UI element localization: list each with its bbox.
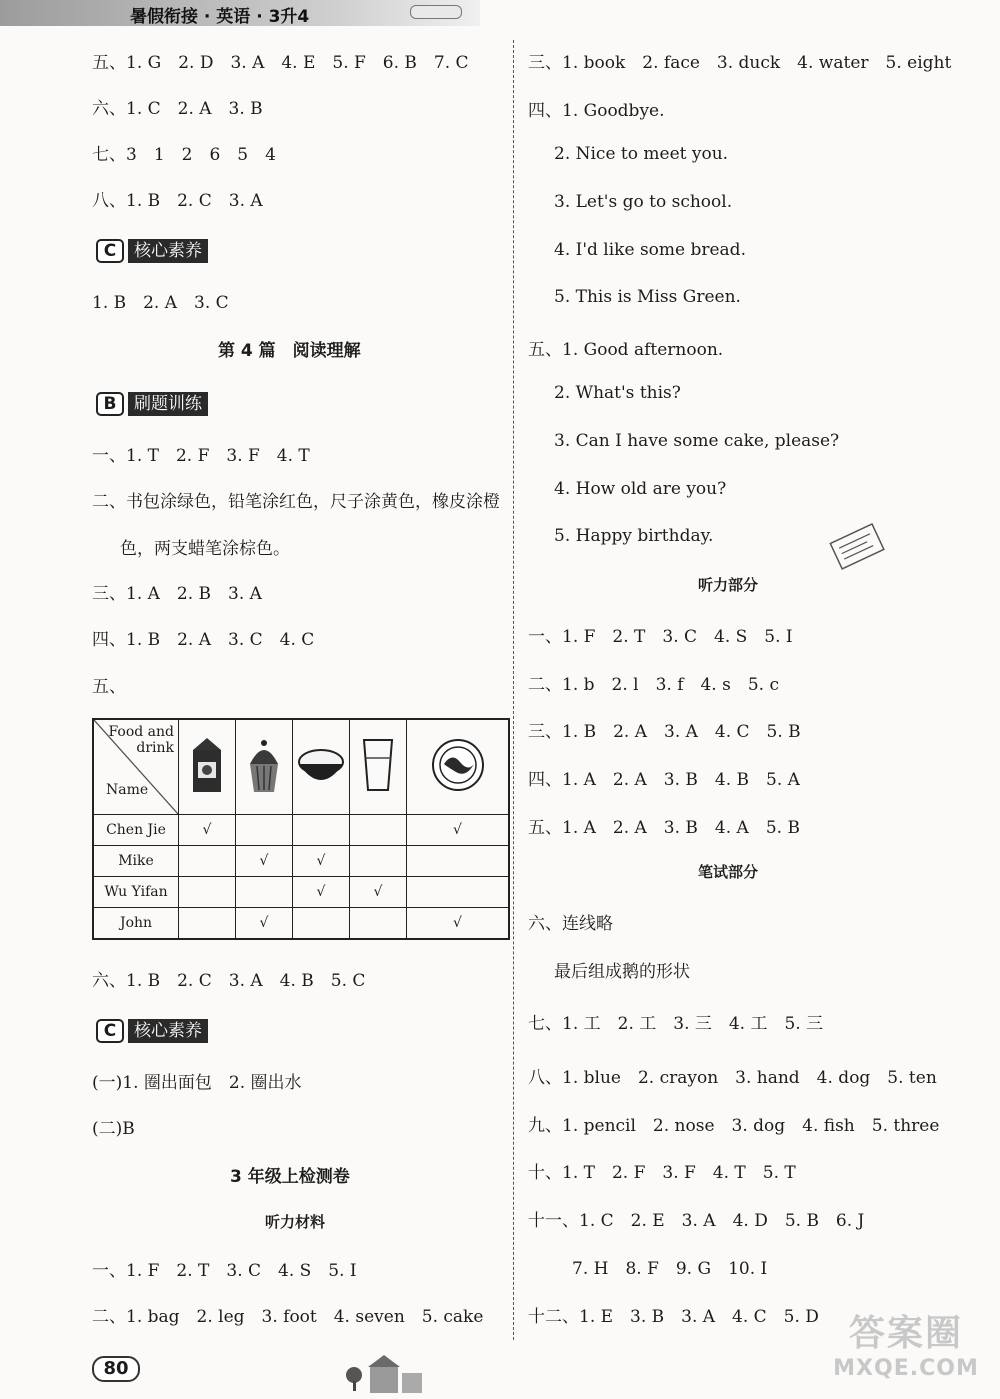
answer-line: 4. I'd like some bread. xyxy=(554,240,746,260)
answer-line: 五、1. A 2. A 3. B 4. A 5. B xyxy=(528,818,800,838)
answer-line: 四、1. B 2. A 3. C 4. C xyxy=(92,630,315,650)
badge-letter: C xyxy=(96,239,124,263)
corner-name-label: Name xyxy=(106,782,149,798)
section-heading: 第 4 篇 阅读理解 xyxy=(218,341,361,361)
check-cell xyxy=(179,908,236,940)
student-name: Chen Jie xyxy=(93,815,179,846)
check-cell: √ xyxy=(350,877,407,908)
answer-line: 三、1. B 2. A 3. A 4. C 5. B xyxy=(528,722,801,742)
noodles-plate-icon xyxy=(428,734,488,796)
check-cell xyxy=(293,908,350,940)
answer-line: 3. Can I have some cake, please? xyxy=(554,431,840,451)
check-cell xyxy=(179,846,236,877)
answer-line: 十二、1. E 3. B 3. A 4. C 5. D xyxy=(528,1307,819,1327)
answer-line: 二、1. bag 2. leg 3. foot 4. seven 5. cake xyxy=(92,1307,484,1327)
table-corner-header xyxy=(93,719,179,815)
water-glass-icon xyxy=(358,734,398,796)
check-cell: √ xyxy=(293,846,350,877)
table-row xyxy=(93,908,509,940)
table-row xyxy=(93,815,509,846)
check-cell: √ xyxy=(407,815,510,846)
cake-icon xyxy=(243,734,285,796)
badge-label: 核心素养 xyxy=(128,239,208,263)
practice-badge xyxy=(96,391,208,417)
answer-line: 2. What's this? xyxy=(554,383,681,403)
answer-line: 四、1. Goodbye. xyxy=(528,101,665,121)
check-cell xyxy=(350,908,407,940)
table-row xyxy=(93,877,509,908)
check-cell: √ xyxy=(407,908,510,940)
badge-label: 刷题训练 xyxy=(128,392,208,416)
answer-line: 六、1. C 2. A 3. B xyxy=(92,99,263,119)
stamp-icon xyxy=(828,520,888,572)
answer-line: (一)1. 圈出面包 2. 圈出水 xyxy=(92,1073,302,1093)
answer-line: 八、1. blue 2. crayon 3. hand 4. dog 5. ten xyxy=(528,1068,937,1088)
listening-material-heading: 听力材料 xyxy=(265,1213,326,1231)
answer-line: 2. Nice to meet you. xyxy=(554,144,729,164)
food-drink-table xyxy=(92,718,510,940)
answer-line: 二、书包涂绿色，铅笔涂红色，尺子涂黄色，橡皮涂橙 xyxy=(92,492,500,512)
student-name: Mike xyxy=(93,846,179,877)
watermark-en: MXQE.COM xyxy=(833,1356,979,1381)
answer-line: 一、1. F 2. T 3. C 4. S 5. I xyxy=(92,1261,357,1281)
header-title: 暑假衔接 · 英语 · 3升4 xyxy=(130,7,310,27)
answer-line: 九、1. pencil 2. nose 3. dog 4. fish 5. three xyxy=(528,1116,940,1136)
core-literacy-badge xyxy=(96,1018,208,1044)
answer-line: 色，两支蜡笔涂棕色。 xyxy=(120,539,290,559)
check-cell xyxy=(350,815,407,846)
badge-label: 核心素养 xyxy=(128,1019,208,1043)
student-name: Wu Yifan xyxy=(93,877,179,908)
answer-line: (二)B xyxy=(92,1119,135,1139)
house-tree-icon xyxy=(340,1355,430,1395)
answer-line: 十、1. T 2. F 3. F 4. T 5. T xyxy=(528,1163,796,1183)
milk-carton-icon xyxy=(187,734,227,796)
listening-part-heading: 听力部分 xyxy=(698,576,759,594)
check-cell xyxy=(350,846,407,877)
check-cell xyxy=(407,846,510,877)
answer-line: 六、连线略 xyxy=(528,914,613,934)
answer-line: 4. How old are you? xyxy=(554,479,727,499)
answer-line: 三、1. A 2. B 3. A xyxy=(92,584,262,604)
check-cell: √ xyxy=(179,815,236,846)
check-cell xyxy=(293,815,350,846)
answer-line: 八、1. B 2. C 3. A xyxy=(92,191,263,211)
check-cell: √ xyxy=(236,846,293,877)
answer-line: 五、1. Good afternoon. xyxy=(528,340,724,360)
answer-line: 七、1. 工 2. 工 3. 三 4. 工 5. 三 xyxy=(528,1014,824,1034)
answer-line: 1. B 2. A 3. C xyxy=(92,293,229,313)
answer-line: 三、1. book 2. face 3. duck 4. water 5. eight xyxy=(528,53,952,73)
answer-line: 一、1. T 2. F 3. F 4. T xyxy=(92,446,310,466)
corner-food-label: Food and xyxy=(108,724,174,740)
answer-line: 最后组成鹅的形状 xyxy=(554,962,690,982)
answer-line: 5. Happy birthday. xyxy=(554,526,714,546)
check-cell xyxy=(179,877,236,908)
written-part-heading: 笔试部分 xyxy=(698,863,759,881)
core-literacy-badge xyxy=(96,238,208,264)
table-row xyxy=(93,846,509,877)
page-number: 80 xyxy=(92,1356,140,1382)
answer-line: 7. H 8. F 9. G 10. I xyxy=(572,1259,768,1279)
check-cell xyxy=(236,877,293,908)
cake-column-header xyxy=(236,719,293,815)
answer-line: 五、1. G 2. D 3. A 4. E 5. F 6. B 7. C xyxy=(92,53,469,73)
header-decoration xyxy=(410,5,462,19)
student-name: John xyxy=(93,908,179,940)
corner-drink-label: drink xyxy=(136,740,174,756)
check-cell: √ xyxy=(293,877,350,908)
answer-line: 3. Let's go to school. xyxy=(554,192,733,212)
noodles-column-header xyxy=(407,719,510,815)
answer-line: 五、 xyxy=(92,677,126,697)
answer-line: 十一、1. C 2. E 3. A 4. D 5. B 6. J xyxy=(528,1211,865,1231)
watermark-logo xyxy=(822,1305,990,1381)
answer-line: 5. This is Miss Green. xyxy=(554,287,741,307)
answer-line: 二、1. b 2. l 3. f 4. s 5. c xyxy=(528,675,779,695)
badge-letter: C xyxy=(96,1019,124,1043)
watermark-cn: 答案圈 xyxy=(848,1313,963,1354)
answer-line: 四、1. A 2. A 3. B 4. B 5. A xyxy=(528,770,800,790)
milk-column-header xyxy=(179,719,236,815)
column-divider xyxy=(513,40,514,1340)
check-cell xyxy=(407,877,510,908)
answer-line: 六、1. B 2. C 3. A 4. B 5. C xyxy=(92,971,366,991)
water-column-header xyxy=(350,719,407,815)
rice-column-header xyxy=(293,719,350,815)
check-cell xyxy=(236,815,293,846)
badge-letter: B xyxy=(96,392,124,416)
answer-line: 一、1. F 2. T 3. C 4. S 5. I xyxy=(528,627,793,647)
rice-bowl-icon xyxy=(295,734,347,796)
check-cell: √ xyxy=(236,908,293,940)
answer-line: 七、3 1 2 6 5 4 xyxy=(92,145,276,165)
exam-title: 3 年级上检测卷 xyxy=(230,1167,350,1187)
